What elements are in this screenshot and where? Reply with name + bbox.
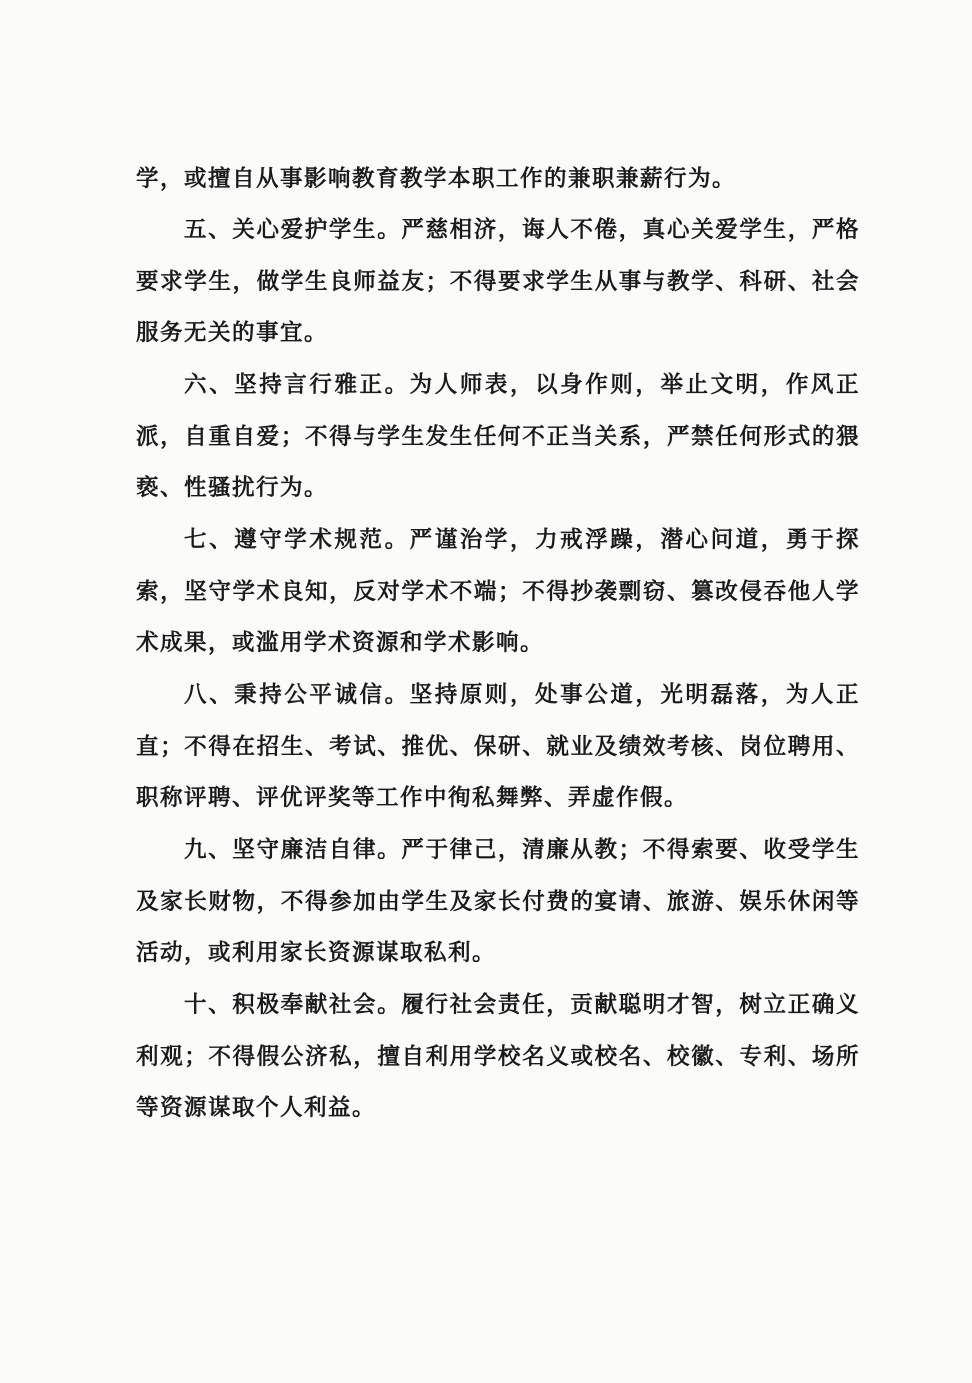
paragraph-item-9: 九、坚守廉洁自律。严于律己，清廉从教；不得索要、收受学生及家长财物，不得参加由学生及家长付费的宴请、旅游、娱乐休闲等活动，或利用家长资源谋取私利。: [136, 837, 860, 966]
paragraph-continuation: 学，或擅自从事影响教育教学本职工作的兼职兼薪行为。: [136, 166, 737, 192]
paragraph-item-5: 五、关心爱护学生。严慈相济，诲人不倦，真心关爱学生，严格要求学生，做学生良师益友；不得要求学生从事与教学、科研、社会服务无关的事宜。: [136, 217, 860, 346]
paragraph-item-10: 十、积极奉献社会。履行社会责任，贡献聪明才智，树立正确义利观；不得假公济私，擅自利用学校名义或校名、校徽、专利、场所等资源谋取个人利益。: [136, 992, 860, 1121]
paragraph-item-8: 八、秉持公平诚信。坚持原则，处事公道，光明磊落，为人正直；不得在招生、考试、推优、保研、就业及绩效考核、岗位聘用、职称评聘、评优评奖等工作中徇私舞弊、弄虚作假。: [136, 682, 860, 811]
paragraph-item-7: 七、遵守学术规范。严谨治学，力戒浮躁，潜心问道，勇于探索，坚守学术良知，反对学术不端；不得抄袭剽窃、篡改侵吞他人学术成果，或滥用学术资源和学术影响。: [136, 527, 860, 656]
paragraph-item-6: 六、坚持言行雅正。为人师表，以身作则，举止文明，作风正派，自重自爱；不得与学生发生任何不正当关系，严禁任何形式的猥亵、性骚扰行为。: [136, 372, 860, 501]
